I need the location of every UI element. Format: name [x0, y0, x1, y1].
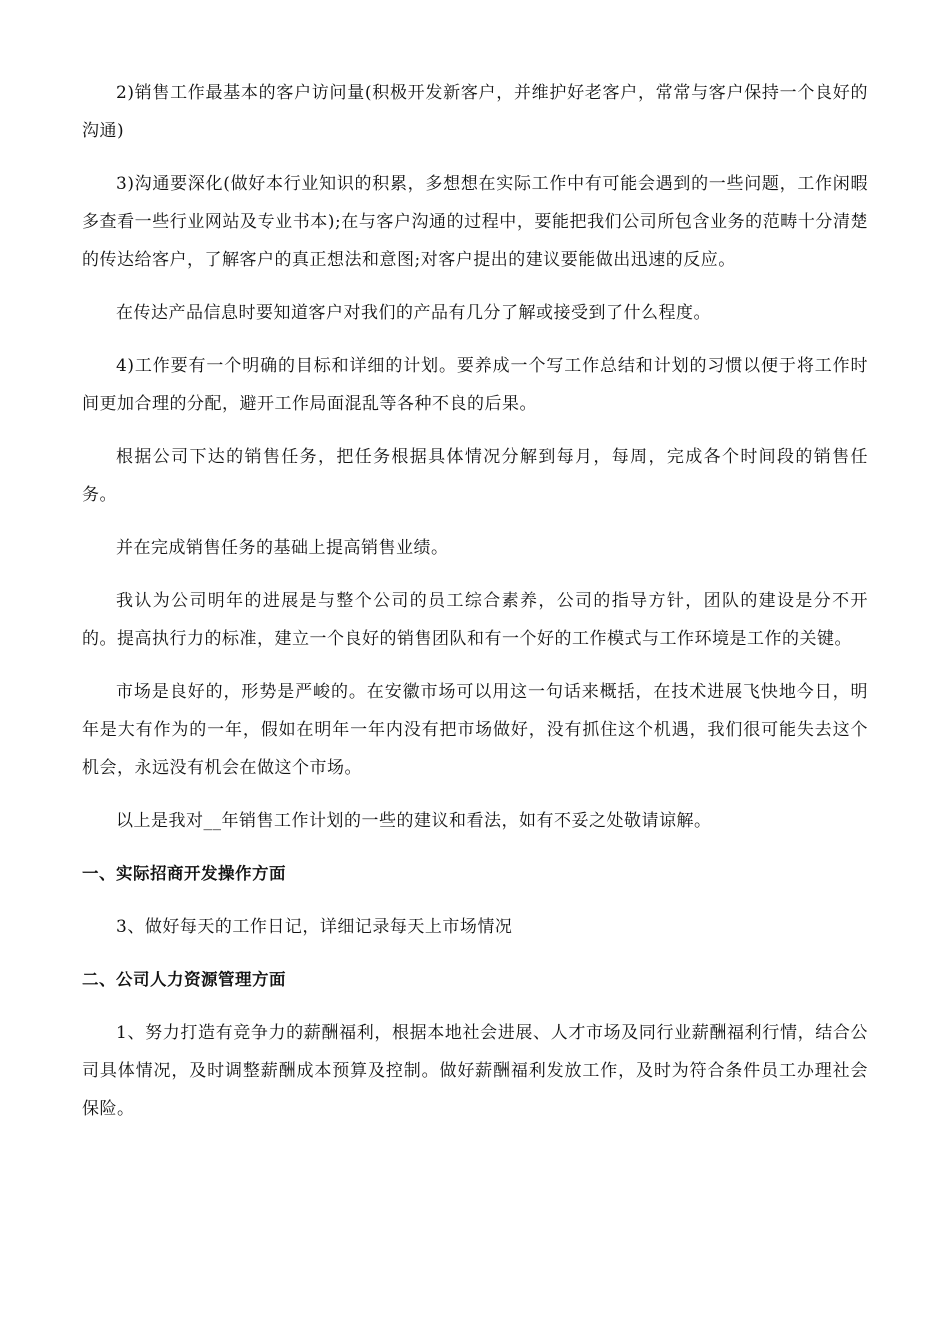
- paragraph-sales-tasks: 根据公司下达的销售任务，把任务根据具体情况分解到每月，每周，完成各个时间段的销售任务。: [82, 447, 868, 505]
- paragraph-communication: 3)沟通要深化(做好本行业知识的积累，多想想在实际工作中有可能会遇到的一些问题，工作闲暇多查看一些行业网站及专业书本);在与客户沟通的过程中，要能把我们公司所包含业务的范畴十分清楚的传达给客户，了解客户的真正想法和意图;对客户提出的建议要能做出迅速的反应。: [82, 174, 868, 270]
- paragraph-product-info: 在传达产品信息时要知道客户对我们的产品有几分了解或接受到了什么程度。: [116, 303, 711, 323]
- paragraph-market-outlook: 市场是良好的，形势是严峻的。在安徽市场可以用这一句话来概括，在技术进展飞快地今日，明年是大有作为的一年，假如在明年一年内没有把市场做好，没有抓住这个机遇，我们很可能失去这个机会，永远没有机会在做这个市场。: [82, 682, 868, 778]
- section-heading-investment: 一、实际招商开发操作方面: [82, 864, 286, 883]
- paragraph-company-development: 我认为公司明年的进展是与整个公司的员工综合素养，公司的指导方针，团队的建设是分不开的。提高执行力的标准，建立一个良好的销售团队和有一个好的工作模式与工作环境是工作的关键。: [82, 591, 868, 649]
- paragraph-improve-performance: 并在完成销售任务的基础上提高销售业绩。: [116, 538, 449, 558]
- paragraph-compensation: 1、努力打造有竞争力的薪酬福利，根据本地社会进展、人才市场及同行业薪酬福利行情，结合公司具体情况，及时调整薪酬成本预算及控制。做好薪酬福利发放工作，及时为符合条件员工办理社会保险。: [82, 1023, 868, 1119]
- paragraph-conclusion: 以上是我对__年销售工作计划的一些的建议和看法，如有不妥之处敬请谅解。: [116, 811, 712, 831]
- paragraph-sales-visits: 2)销售工作最基本的客户访问量(积极开发新客户，并维护好老客户，常常与客户保持一个良好的沟通): [82, 83, 868, 141]
- section-heading-hr: 二、公司人力资源管理方面: [82, 970, 286, 989]
- document-page: [82, 74, 868, 1143]
- paragraph-goals-plan: 4)工作要有一个明确的目标和详细的计划。要养成一个写工作总结和计划的习惯以便于将工作时间更加合理的分配，避开工作局面混乱等各种不良的后果。: [82, 356, 868, 414]
- paragraph-work-diary: 3、做好每天的工作日记，详细记录每天上市场情况: [116, 917, 513, 937]
